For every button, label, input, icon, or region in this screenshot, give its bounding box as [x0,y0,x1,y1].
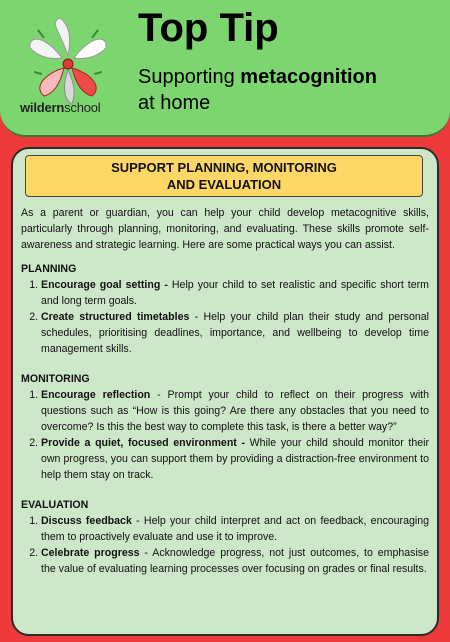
section-heading-evaluation: EVALUATION [21,499,89,511]
list-item: 2. Create structured timetables - Help your child plan their study and personal schedules, prioritising deadlines, importance, and wellbeing to develop time management skills. [41,309,429,357]
section-heading-monitoring: MONITORING [21,373,90,385]
evaluation-list [21,513,429,577]
list-item: 1. Discuss feedback - Help your child interpret and act on feedback, encouraging them to proactively evaluate and use it to improve. [41,513,429,545]
list-item: 2. Provide a quiet, focused environment - While your child should monitor their own progress, you can support them by providing a distraction-free environment to help them stay on track. [41,435,429,483]
intro-paragraph: As a parent or guardian, you can help your child develop metacognitive skills, particularly through planning, monitoring, and evaluating. These skills promote self-awareness and strategic learning. Here are some practical ways you can assist. [21,207,429,251]
monitoring-list [21,387,429,483]
planning-list [21,277,429,357]
content-body [21,205,429,591]
list-item: 1. Encourage goal setting - Help your child to set realistic and specific short term and long term goals. [41,277,429,309]
section-heading-planning: PLANNING [21,263,77,275]
page-title: Top Tip [138,6,279,50]
school-name: wildernschool [20,100,101,115]
list-item: 2. Celebrate progress - Acknowledge progress, not just outcomes, to emphasise the value of evaluating learning processes over focusing on grades or final results. [41,545,429,577]
list-item: 1. Encourage reflection - Prompt your child to reflect on their progress with questions such as “How is this going? Are there any obstacles that you need to overcome? Is this the best way to complete this task, is there a better way?” [41,387,429,435]
page-subtitle: Supporting metacognition at home [138,66,377,114]
section-banner: SUPPORT PLANNING, MONITORING AND EVALUATION [25,155,423,197]
header-bar [0,0,450,137]
content-panel [11,147,439,636]
